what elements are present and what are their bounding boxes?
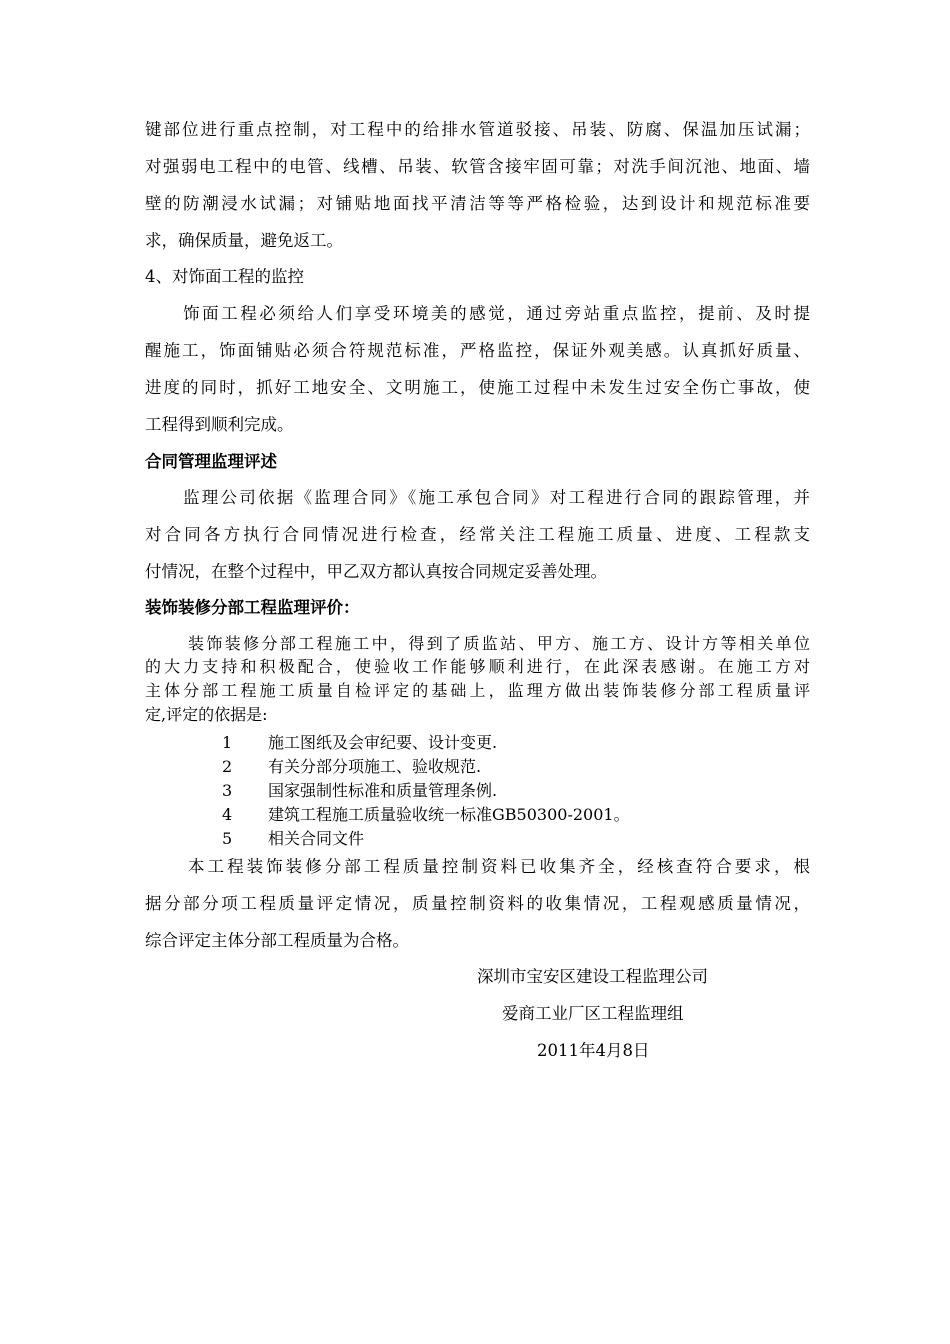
paragraph-line: 饰面工程必须给人们享受环境美的感觉，通过旁站重点监控，提前、及时提	[183, 304, 810, 323]
list-number: 1	[222, 733, 233, 752]
list-number: 5	[222, 829, 233, 848]
list-number: 3	[222, 781, 233, 800]
paragraph-line: 主体分部工程施工质量自检评定的基础上，监理方做出装饰装修分部工程质量评	[145, 681, 810, 700]
paragraph-line: 据分部分项工程质量评定情况，质量控制资料的收集情况，工程观感质量情况，	[145, 894, 810, 913]
paragraph-line: 对强弱电工程中的电管、线槽、吊装、软管含接牢固可靠；对洗手间沉池、地面、墙	[145, 157, 810, 176]
paragraph-line: 监理公司依据《监理合同》《施工承包合同》对工程进行合同的跟踪管理，并	[183, 488, 810, 507]
paragraph-line: 综合评定主体分部工程质量为合格。	[145, 931, 409, 950]
paragraph-line: 的大力支持和积极配合，使验收工作能够顺利进行，在此深表感谢。在施工方对	[145, 657, 810, 676]
paragraph-line: 求，确保质量，避免返工。	[145, 231, 343, 250]
list-item: 相关合同文件	[268, 829, 365, 848]
paragraph-line: 工程得到顺利完成。	[145, 415, 294, 434]
signature-date: 2011年4月8日	[537, 1041, 650, 1060]
signature-group: 爱商工业厂区工程监理组	[502, 1004, 684, 1023]
paragraph-line: 本工程装饰装修分部工程质量控制资料已收集齐全，经核查符合要求，根	[188, 857, 810, 876]
list-number: 2	[222, 757, 233, 776]
section-heading: 4、对饰面工程的监控	[145, 267, 304, 286]
list-item: 施工图纸及会审纪要、设计变更.	[268, 733, 498, 752]
paragraph-line: 键部位进行重点控制，对工程中的给排水管道驳接、吊装、防腐、保温加压试漏；	[145, 120, 810, 139]
list-item: 国家强制性标准和质量管理条例.	[268, 781, 498, 800]
paragraph-line: 付情况，在整个过程中，甲乙双方都认真按合同规定妥善处理。	[145, 562, 607, 581]
paragraph-line: 醒施工，饰面铺贴必须合符规范标准，严格监控，保证外观美感。认真抓好质量、	[145, 341, 810, 360]
list-item: 有关分部分项施工、验收规范.	[268, 757, 482, 776]
paragraph-line: 壁的防潮浸水试漏；对铺贴地面找平清洁等等严格检验，达到设计和规范标准要	[145, 194, 810, 213]
paragraph-line: 对合同各方执行合同情况进行检查，经常关注工程施工质量、进度、工程款支	[145, 525, 810, 544]
paragraph-line: 装饰装修分部工程施工中，得到了质监站、甲方、施工方、设计方等相关单位	[188, 634, 810, 653]
paragraph-line: 进度的同时，抓好工地安全、文明施工，使施工过程中未发生过安全伤亡事故，使	[145, 378, 810, 397]
paragraph-line: 定,评定的依据是:	[145, 705, 268, 724]
section-heading: 合同管理监理评述	[145, 452, 277, 471]
list-number: 4	[222, 805, 233, 824]
list-item: 建筑工程施工质量验收统一标准GB50300-2001。	[268, 805, 630, 824]
signature-company: 深圳市宝安区建设工程监理公司	[477, 967, 708, 986]
section-heading: 装饰装修分部工程监理评价：	[145, 598, 360, 617]
